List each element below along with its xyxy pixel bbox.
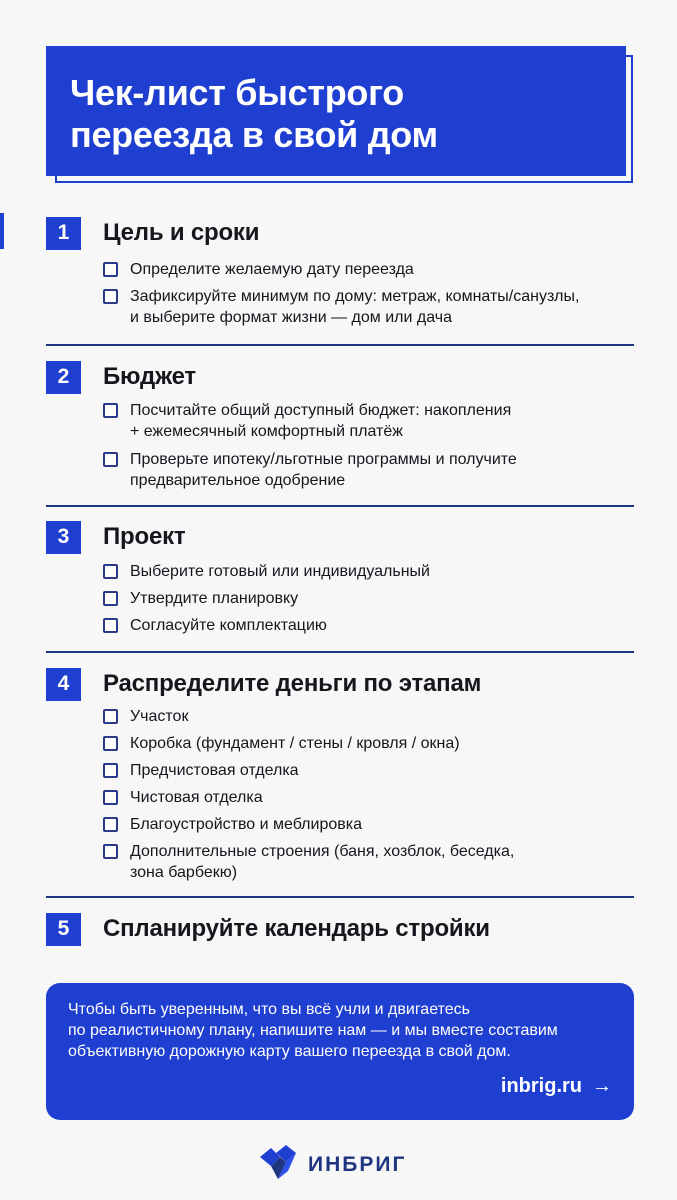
section-number-badge: 2: [46, 361, 81, 394]
section-divider: [46, 896, 634, 898]
checklist-item: [103, 706, 634, 733]
section-number-badge: 3: [46, 521, 81, 554]
checkbox[interactable]: [103, 452, 118, 467]
checkbox[interactable]: [103, 262, 118, 277]
section-title: Проект: [103, 523, 186, 550]
checkbox[interactable]: [103, 763, 118, 778]
section-title: Распределите деньги по этапам: [103, 670, 482, 697]
section-title: Цель и сроки: [103, 219, 260, 246]
section-goal-and-dates: [46, 215, 634, 328]
checklist-item-label: Предчистовая отделка: [130, 762, 299, 779]
checklist-item: [103, 400, 634, 449]
checkbox[interactable]: [103, 618, 118, 633]
brand-logo: [258, 1143, 406, 1186]
checklist-item: [103, 760, 634, 787]
section-header: [46, 519, 634, 555]
section-title: Бюджет: [103, 363, 196, 390]
section-divider: [46, 651, 634, 653]
section-divider: [46, 344, 634, 346]
checklist-item: [103, 841, 634, 883]
website-link-label: inbrig.ru: [500, 1075, 582, 1097]
website-link[interactable]: [501, 1075, 612, 1098]
checklist-item: [103, 787, 634, 814]
section-divider: [46, 505, 634, 507]
section-header: [46, 666, 634, 702]
checklist-item: [103, 449, 634, 491]
checklist-item: [103, 733, 634, 760]
checklist: [46, 400, 634, 491]
section-project: [46, 519, 634, 636]
checkbox[interactable]: [103, 403, 118, 418]
checkbox[interactable]: [103, 790, 118, 805]
title-banner-box: [46, 46, 626, 176]
checklist: [46, 259, 634, 328]
section-construction-calendar: [46, 911, 634, 947]
section-number-badge: 4: [46, 668, 81, 701]
inbrig-logo-icon: [258, 1143, 298, 1186]
checklist-item-label: Чистовая отделка: [130, 789, 263, 806]
section-budget: [46, 359, 634, 491]
cta-text: Чтобы быть уверенным, что вы всё учли и двигаетесь по реалистичному плану, напишите нам — и мы вместе составим объективную дорожную карту вашего переезда в свой дом.: [68, 1001, 558, 1060]
cta-banner: [46, 983, 634, 1120]
checklist-item-label: Определите желаемую дату переезда: [130, 261, 414, 278]
checkbox[interactable]: [103, 591, 118, 606]
checklist-item-label: Зафиксируйте минимум по дому: метраж, комнаты/санузлы, и выберите формат жизни — дом или дача: [130, 288, 580, 326]
checkbox[interactable]: [103, 564, 118, 579]
side-accent-bar: [0, 213, 4, 249]
checklist-item-label: Участок: [130, 708, 189, 725]
brand-name: ИНБРИГ: [308, 1152, 407, 1176]
checklist-item: [103, 561, 634, 588]
title-banner: [46, 46, 626, 176]
checklist-item-label: Дополнительные строения (баня, хозблок, беседка, зона барбекю): [130, 843, 515, 881]
page-title: Чек-лист быстрого переезда в свой дом: [70, 72, 438, 155]
section-number-badge: 5: [46, 913, 81, 946]
checklist-item-label: Согласуйте комплектацию: [130, 617, 327, 634]
checkbox[interactable]: [103, 736, 118, 751]
section-money-by-stages: [46, 666, 634, 883]
section-header: [46, 215, 634, 251]
checkbox[interactable]: [103, 709, 118, 724]
checklist-item-label: Утвердите планировку: [130, 590, 299, 607]
checklist: [46, 561, 634, 636]
section-title: Спланируйте календарь стройки: [103, 915, 490, 942]
checklist-item-label: Благоустройство и меблировка: [130, 816, 362, 833]
arrow-right-icon: →: [592, 1075, 612, 1097]
checklist: [46, 706, 634, 883]
checklist-item: [103, 814, 634, 841]
section-number-badge: 1: [46, 217, 81, 250]
checklist-item: [103, 588, 634, 615]
checklist-item: [103, 286, 634, 328]
checkbox[interactable]: [103, 844, 118, 859]
checkbox[interactable]: [103, 817, 118, 832]
checklist-item-label: Коробка (фундамент / стены / кровля / окна): [130, 735, 460, 752]
section-header: [46, 911, 634, 947]
section-header: [46, 359, 634, 395]
checklist-item: [103, 259, 634, 286]
checklist-item-label: Проверьте ипотеку/льготные программы и получите предварительное одобрение: [130, 451, 517, 489]
checklist-item-label: Выберите готовый или индивидуальный: [130, 563, 430, 580]
checklist-item-label: Посчитайте общий доступный бюджет: накопления + ежемесячный комфортный платёж: [130, 402, 512, 440]
checkbox[interactable]: [103, 289, 118, 304]
checklist-item: [103, 615, 634, 636]
